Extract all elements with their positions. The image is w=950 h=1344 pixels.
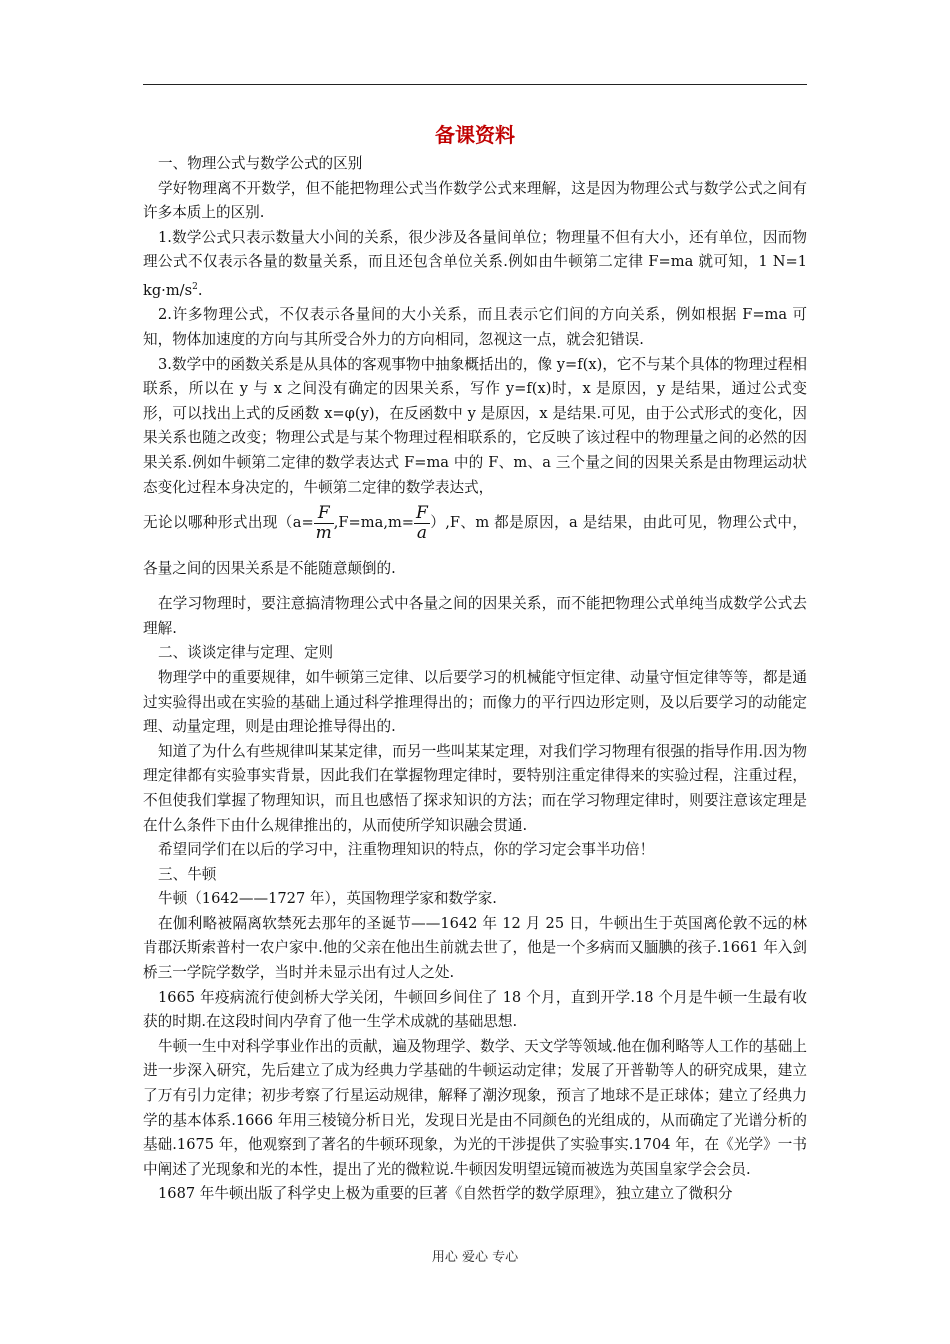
fraction-denominator: m: [315, 522, 332, 543]
fraction-f-over-a: [414, 504, 430, 543]
paragraph-text: ,F=ma,m=: [333, 514, 415, 532]
superscript: 2: [192, 281, 198, 292]
paragraph-text: ）,F、m 都是原因，a 是结果，由此可见，物理公式中，各量之间的因果关系是不能随意颠倒的.: [143, 514, 807, 578]
fraction-numerator: F: [416, 502, 428, 523]
paragraph-with-formula: [143, 500, 807, 592]
paragraph: 牛顿一生中对科学事业作出的贡献，遍及物理学、数学、天文学等领域.他在伽利略等人工作的基础上进一步深入研究，先后建立了成为经典力学基础的牛顿运动定律；发展了开普勒等人的研究成果，建立了万有引力定律；初步考察了行星运动规律，解释了潮汐现象，预言了地球不是正球体；建立了经典力学的基本体系.1666 年用三棱镜分析日光，发现日光是由不同颜色的光组成的，从而确定了光谱分析的基础.1675 年，他观察到了著名的牛顿环现象，为光的干涉提供了实验事实.1704 年，在《光学》一书中阐述了光现象和光的本性，提出了光的微粒说.牛顿因发明望远镜而被选为英国皇家学会会员.: [143, 1037, 807, 1178]
page-footer: 用心 爱心 专心: [431, 1250, 519, 1265]
paragraph: 2.许多物理公式，不仅表示各量间的大小关系，而且表示它们间的方向关系，例如根据 F=ma 可知，物体加速度的方向与其所受合外力的方向相同，忽视这一点，就会犯错误.: [143, 306, 807, 349]
paragraph-text: .: [197, 281, 203, 299]
paragraph: 1665 年疫病流行使剑桥大学关闭，牛顿回乡间住了 18 个月，直到开学.18 个月是牛顿一生最有收获的时期.在这段时间内孕育了他一生学术成就的基础思想.: [143, 988, 807, 1031]
header-rule: [143, 84, 807, 85]
fraction-numerator: F: [314, 504, 334, 524]
document-body: [143, 118, 807, 1207]
paragraph: 物理学中的重要规律，如牛顿第三定律、以后要学习的机械能守恒定律、动量守恒定律等等，都是通过实验得出或在实验的基础上通过科学推理得出的；而像力的平行四边形定则，及以后要学习的动能定理、动量定理，则是由理论推导得出的.: [143, 668, 807, 736]
document-title: 备课资料: [435, 123, 515, 147]
section-heading-2: 二、谈谈定律与定理、定则: [158, 644, 334, 662]
paragraph: 1687 年牛顿出版了科学史上极为重要的巨著《自然哲学的数学原理》，独立建立了微积分: [158, 1185, 733, 1203]
paragraph-text: 无论以哪种形式出现（a=: [143, 514, 314, 532]
paragraph: 3.数学中的函数关系是从具体的客观事物中抽象概括出的，像 y=f(x)，它不与某个具体的物理过程相联系，所以在 y 与 x 之间没有确定的因果关系，写作 y=f(x)时，x 是原因，y 是结果，通过公式变形，可以找出上式的反函数 x=φ(y)，在反函数中 y 是原因，x 是结果.可见，由于公式形式的变化，因果关系也随之改变；物理公式是与某个物理过程相联系的，它反映了该过程中的物理量之间的必然的因果关系.例如牛顿第二定律的数学表达式 F=ma 中的 F、m、a 三个量之间的因果关系是由物理运动状态变化过程本身决定的，牛顿第二定律的数学表达式，: [143, 355, 807, 496]
fraction-f-over-m: [314, 504, 334, 543]
paragraph: [143, 226, 807, 304]
paragraph: 在学习物理时，要注意搞清物理公式中各量之间的因果关系，而不能把物理公式单纯当成数学公式去理解.: [143, 595, 807, 637]
paragraph-text: 1.数学公式只表示数量大小间的关系，很少涉及各量间单位；物理量不但有大小，还有单位，因而物理公式不仅表示各量的数量关系，而且还包含单位关系.例如由牛顿第二定律 F=ma 就可知，1 N=1 kg·m/s: [143, 228, 807, 299]
section-heading-3: 三、牛顿: [158, 865, 217, 883]
paragraph: 知道了为什么有些规律叫某某定律，而另一些叫某某定理，对我们学习物理有很强的指导作用.因为物理定律都有实验事实背景，因此我们在掌握物理定律时，要特别注重定律得来的实验过程，注重过程，不但使我们掌握了物理知识，而且也感悟了探求知识的方法；而在学习物理定律时，则要注意该定理是在什么条件下由什么规律推出的，从而使所学知识融会贯通.: [143, 742, 807, 834]
paragraph: 在伽利略被隔离软禁死去那年的圣诞节——1642 年 12 月 25 日，牛顿出生于英国离伦敦不远的林肯郡沃斯索普村一农户家中.他的父亲在他出生前就去世了，他是一个多病而又腼腆的孩子.1661 年入剑桥三一学院学数学，当时并未显示出有过人之处.: [143, 914, 807, 982]
paragraph: 学好物理离不开数学，但不能把物理公式当作数学公式来理解，这是因为物理公式与数学公式之间有许多本质上的区别.: [143, 179, 807, 222]
paragraph: 牛顿（1642——1727 年），英国物理学家和数学家.: [158, 890, 497, 908]
section-heading-1: 一、物理公式与数学公式的区别: [158, 155, 363, 172]
paragraph: 希望同学们在以后的学习中，注重物理知识的特点，你的学习定会事半功倍！: [158, 841, 655, 859]
fraction-denominator: a: [416, 522, 428, 543]
